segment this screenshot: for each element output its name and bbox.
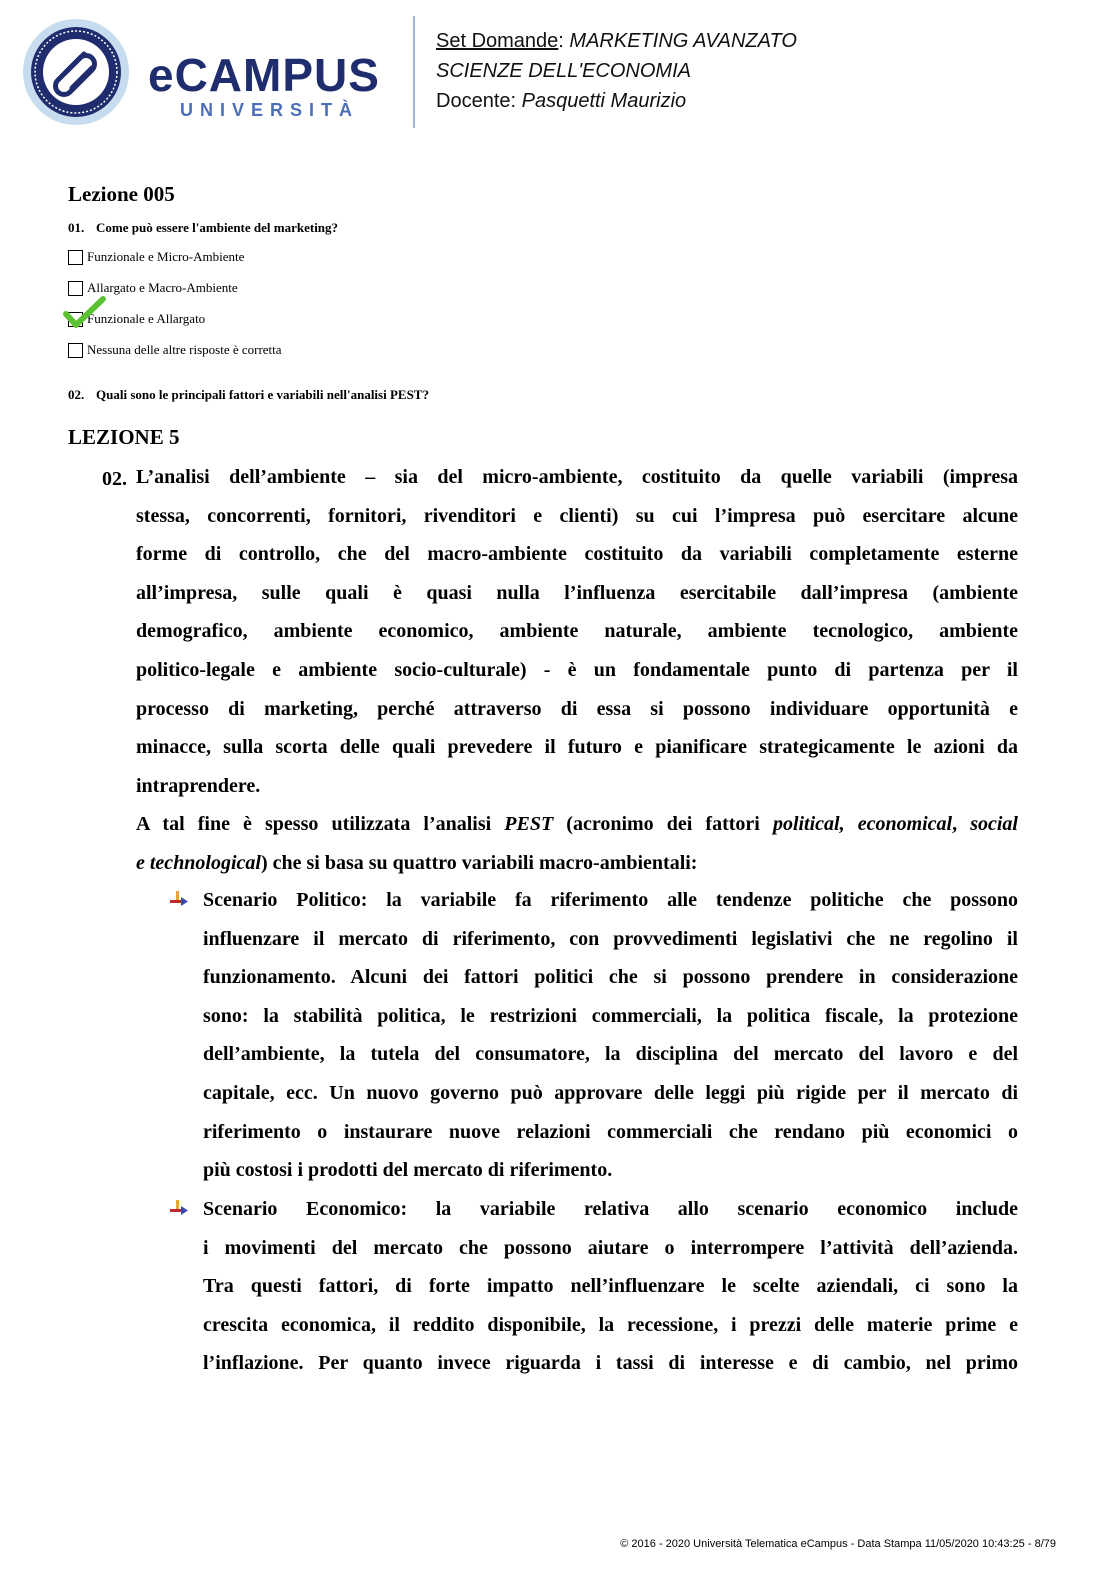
logo-seal-icon [22,18,130,126]
logo-wordmark: eCAMPUS [148,49,380,101]
answer-title: LEZIONE 5 [68,425,180,449]
option-1[interactable]: Funzionale e Micro-Ambiente [68,248,244,266]
checkbox[interactable] [68,281,83,296]
bullet-arrow-icon [168,890,190,912]
header-divider [413,16,415,128]
logo-subtitle: UNIVERSITÀ [180,100,360,120]
course-header: Set Domande: MARKETING AVANZATO SCIENZE DELL'ECONOMIA Docente: Pasquetti Maurizio [436,30,797,112]
answer-number: 02. [102,468,127,490]
ecampus-logo [22,18,402,130]
faculty-name: SCIENZE DELL'ECONOMIA [436,60,691,82]
bullet-economic: Scenario Economico: la variabile relativa allo scenario economico include i movimenti del mercato che possono aiutare o interrompere l’attività dell’azienda. Tra questi fattori, di forte impatto nell’influenzare le scelte aziendali, ci sono la crescita economica, il reddito disponibile, la recessione, i prezzi delle materie prime e l’inflazione. Per quanto invece riguarda i tassi di interesse e di cambio, nel primo [203,1198,1018,1375]
teacher-name: Pasquetti Maurizio [521,90,687,112]
question-1: 01. Come può essere l'ambiente del marketing? [68,220,339,235]
bullet-arrow-icon [168,1199,190,1221]
option-2[interactable]: Allargato e Macro-Ambiente [68,279,238,297]
option-3[interactable]: Funzionale e Allargato [68,310,205,328]
answer-paragraph-2: A tal fine è spesso utilizzata l’analisi PEST (acronimo dei fattori political, economical, social e technological) che si basa su quattro variabili macro-ambientali: [136,813,1018,874]
question-2: 02. Quali sono le principali fattori e variabili nell'analisi PEST? [68,387,429,402]
checkmark-icon [62,296,106,330]
checkbox[interactable] [68,343,83,358]
checkbox[interactable] [68,250,83,265]
lesson-title: Lezione 005 [68,182,175,206]
set-label: Set Domande [436,30,559,52]
course-name: MARKETING AVANZATO [569,30,797,52]
page-footer: © 2016 - 2020 Università Telematica eCampus - Data Stampa 11/05/2020 10:43:25 - 8/79 [620,1538,1056,1550]
answer-paragraph-1: L’analisi dell’ambiente – sia del micro-ambiente, costituito da quelle variabili (impresa stessa, concorrenti, fornitori, rivenditori e clienti) su cui l’impresa può esercitare alcune forme di controllo, che del macro-ambiente costituito da variabili completamente esterne all’impresa, sulle quali è quasi nulla l’influenza esercitabile dall’impresa (ambiente demografico, ambiente economico, ambiente naturale, ambiente tecnologico, ambiente politico-legale e ambiente socio-culturale) - è un fondamentale punto di partenza per il processo di marketing, perché attraverso di essa si possono individuare opportunità e minacce, sulla scorta delle quali prevedere il futuro e pianificare strategicamente le azioni da intraprendere. [136,466,1018,797]
bullet-political: Scenario Politico: la variabile fa riferimento alle tendenze politiche che possono influenzare il mercato di riferimento, con provvedimenti legislativi che ne regolino il funzionamento. Alcuni dei fattori politici che si possono prendere in considerazione sono: la stabilità politica, le restrizioni commerciali, la politica fiscale, la protezione dell’ambiente, la tutela del consumatore, la disciplina del mercato del lavoro e del capitale, ecc. Un nuovo governo può approvare delle leggi più rigide per il mercato di riferimento o instaurare nuove relazioni commerciali che rendano più economici o più costosi i prodotti del mercato di riferimento. [203,889,1018,1182]
option-4[interactable]: Nessuna delle altre risposte è corretta [68,341,282,359]
